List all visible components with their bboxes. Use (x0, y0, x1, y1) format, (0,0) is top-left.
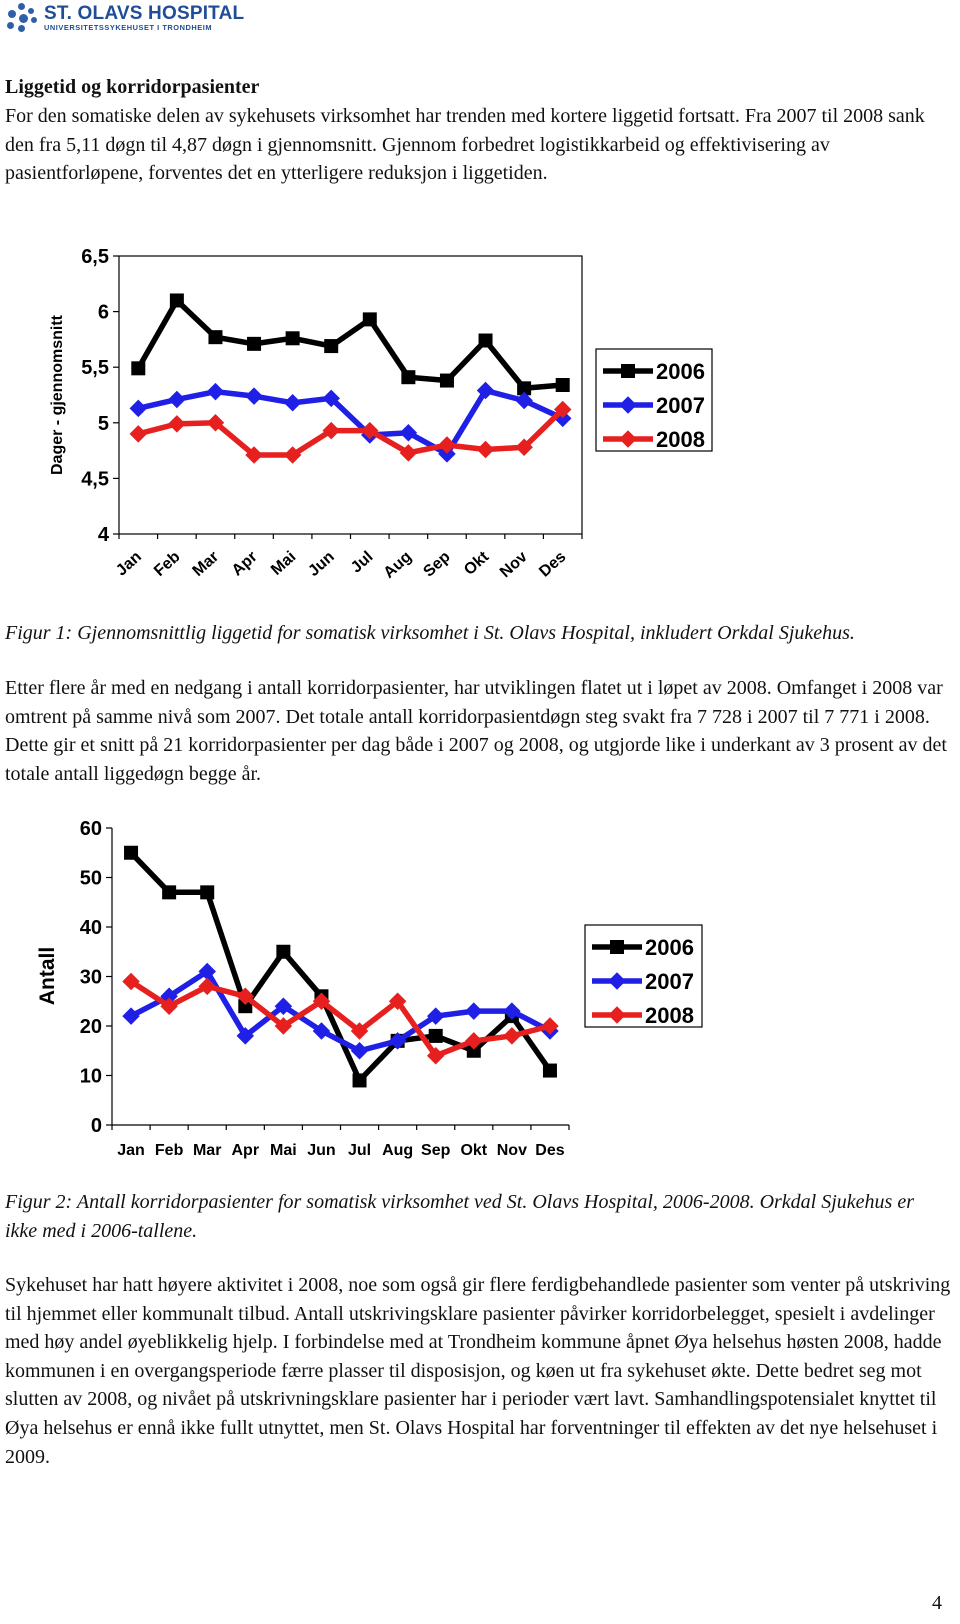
legend-label: 2008 (645, 1003, 694, 1028)
x-tick-label: Sep (420, 548, 454, 581)
page-number: 4 (932, 1592, 942, 1614)
data-point-2007 (245, 387, 262, 405)
intro-paragraph: For den somatiske delen av sykehusets virksomhet har trenden med kortere liggetid fortsatt. Fra 2007 til 2008 sank den fra 5,11 døgn til 4,87 døgn i gjennomsnitt. Gjennom forbedret logistikkarbeid og effektivisering av pasientforløpene, forventes det en ytterligere reduksjon i liggetiden. (5, 105, 925, 185)
x-tick-label: Mar (192, 1142, 222, 1159)
x-tick-label: Aug (382, 1142, 414, 1159)
x-tick-label: Jan (117, 1142, 145, 1159)
paragraph-3: Sykehuset har hatt høyere aktivitet i 2008, noe som også gir flere ferdigbehandlede pasienter som venter på utskriving til hjemmet eller kommunalt tilbud. Antall utskrivingsklare pasienter påvirker korridorbelegget, spesielt i avdelinger med høy andel øyeblikkelig hjelp. I forbindelse med at Trondheim kommune åpnet Øya helsehus høsten 2008, hadde kommunen i en overgangsperiode færre plasser til disposisjon, og køen ut fra sykehuset økte. Dette bedret seg mot slutten av 2008, og nivået på utskrivningsklare pasienter har i perioder vært lavt. Samhandlingspotensialet knyttet til Øya helsehus er ennå ikke fullt utnyttet, men St. Olavs Hospital har forventninger til effekten av det nye helsehuset i 2009. (5, 1274, 951, 1468)
x-tick-label: Mai (268, 548, 300, 579)
x-tick-label: Jun (305, 548, 338, 581)
x-tick-label: Feb (154, 1142, 184, 1159)
figure-2-caption: Figur 2: Antall korridorpasienter for somatisk virksomhet ved St. Olavs Hospital, 2006-2008. Orkdal Sjukehus er ikke med i 2006-tallene. (5, 1191, 914, 1242)
x-tick-label: Jul (347, 548, 377, 577)
y-tick-label: 30 (79, 966, 102, 989)
data-point-2007 (207, 383, 225, 401)
logo-name: ST. OLAVS HOSPITAL (44, 2, 245, 24)
legend-marker-2006 (621, 364, 635, 378)
data-point-2006 (131, 361, 145, 375)
x-tick-label: Apr (231, 1142, 260, 1159)
logo-subtitle: UNIVERSITETSSYKEHUSET I TRONDHEIM (44, 22, 213, 32)
data-point-2006 (208, 330, 222, 344)
x-tick-label: Des (535, 1142, 565, 1159)
x-tick-label: Okt (461, 548, 493, 579)
data-point-2006 (429, 1029, 443, 1043)
data-point-2007 (465, 1002, 483, 1020)
data-point-2007 (284, 394, 302, 412)
y-axis-title: Dager - gjennomsnitt (49, 314, 66, 476)
x-tick-label: Apr (228, 548, 261, 580)
section-heading: Liggetid og korridorpasienter (5, 76, 260, 98)
y-tick-label: 5,5 (81, 357, 109, 380)
paragraph-2: Etter flere år med en nedgang i antall korridorpasienter, har utviklingen flatet ut i løpet av 2008. Omfanget i 2008 var omtrent på samme nivå som 2007. Det totale antall korridorpasientdøgn steg svakt fra 7 728 i 2007 til 7 771 i 2008. Dette gir et snitt på 21 korridorpasienter per dag både i 2007 og 2008, og utgjorde like i underkant av 3 prosent av det totale antall liggedøgn begge år. (5, 677, 947, 785)
series-line-2006 (131, 853, 550, 1081)
data-point-2006 (556, 378, 570, 392)
y-tick-label: 4 (97, 524, 109, 546)
data-point-2008 (503, 1027, 521, 1045)
legend-label: 2006 (656, 359, 705, 384)
data-point-2006 (247, 337, 261, 351)
data-point-2006 (200, 885, 214, 899)
figure-1-chart (0, 236, 740, 612)
logo-dots-icon (4, 2, 40, 34)
y-tick-label: 4,5 (81, 468, 109, 491)
x-tick-label: Feb (151, 548, 184, 581)
legend-label: 2007 (645, 969, 694, 994)
data-point-2006 (162, 885, 176, 899)
data-point-2006 (401, 370, 415, 384)
x-tick-label: Aug (380, 548, 416, 582)
y-tick-label: 6,5 (81, 246, 109, 268)
x-tick-label: Jul (347, 1142, 372, 1159)
y-tick-label: 40 (79, 917, 102, 939)
hospital-logo (4, 2, 244, 34)
data-point-2008 (477, 441, 495, 459)
x-tick-label: Okt (460, 1142, 488, 1159)
x-tick-label: Nov (496, 1142, 527, 1159)
data-point-2006 (324, 339, 338, 353)
y-tick-label: 5 (97, 412, 109, 435)
y-tick-label: 10 (79, 1065, 102, 1088)
y-tick-label: 20 (79, 1016, 102, 1038)
y-tick-label: 6 (97, 301, 109, 324)
figure-2-chart (0, 808, 740, 1180)
data-point-2006 (479, 334, 493, 348)
x-tick-label: Nov (496, 548, 531, 582)
y-axis-title: Antall (36, 946, 59, 1006)
data-point-2006 (440, 374, 454, 388)
x-tick-label: Mar (189, 548, 223, 581)
data-point-2006 (543, 1064, 557, 1078)
legend-label: 2007 (656, 393, 705, 418)
x-tick-label: Sep (421, 1142, 451, 1159)
figure-1-caption: Figur 1: Gjennomsnittlig liggetid for somatisk virksomhet i St. Olavs Hospital, inkludert Orkdal Sjukehus. (5, 622, 855, 644)
data-point-2006 (276, 945, 290, 959)
data-point-2006 (353, 1073, 367, 1087)
y-tick-label: 60 (79, 818, 102, 840)
data-point-2008 (168, 415, 186, 433)
y-tick-label: 0 (90, 1115, 102, 1137)
x-tick-label: Jun (307, 1142, 336, 1159)
data-point-2006 (170, 293, 184, 307)
legend-label: 2006 (645, 935, 694, 960)
data-point-2006 (363, 312, 377, 326)
data-point-2007 (130, 400, 148, 418)
data-point-2006 (124, 846, 138, 860)
data-point-2007 (168, 391, 186, 409)
x-tick-label: Jan (113, 548, 145, 580)
data-point-2008 (130, 425, 148, 443)
x-tick-label: Des (536, 548, 570, 581)
legend-label: 2008 (656, 427, 705, 452)
legend-marker-2006 (610, 940, 624, 954)
series-line-2006 (138, 301, 562, 389)
x-tick-label: Mai (270, 1142, 297, 1159)
y-tick-label: 50 (79, 867, 102, 890)
data-point-2006 (286, 331, 300, 345)
